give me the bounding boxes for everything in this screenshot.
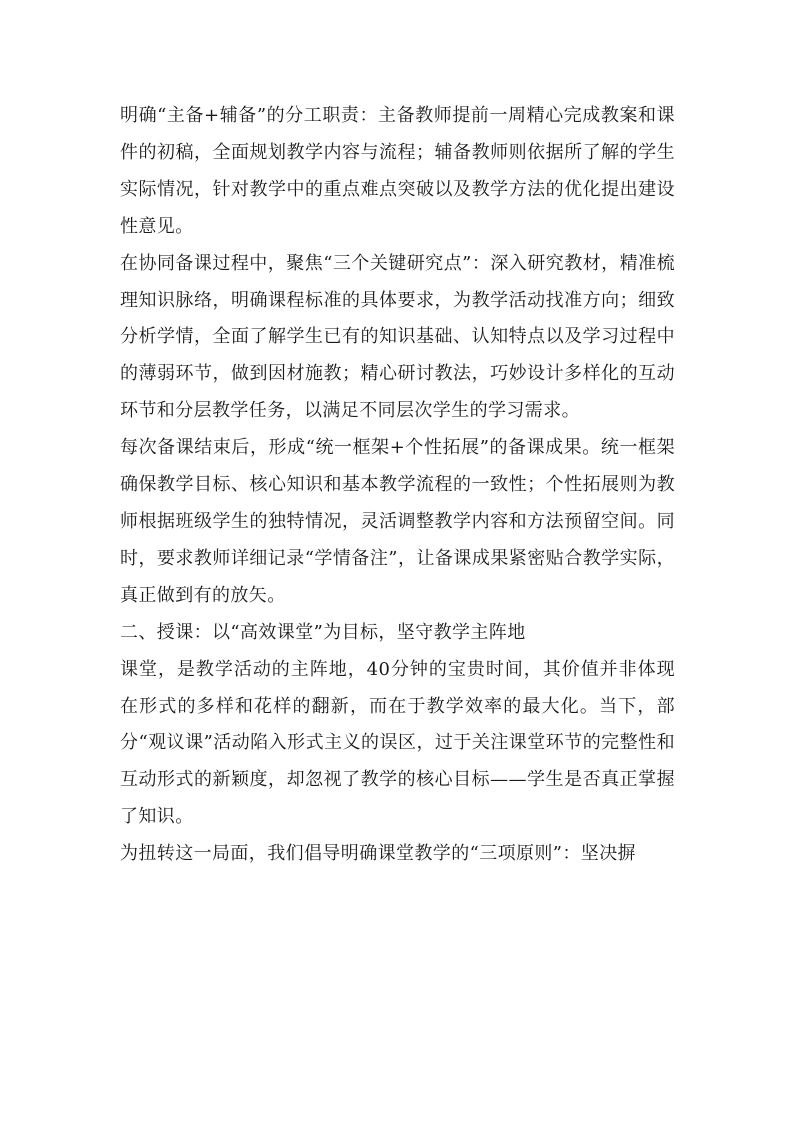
paragraph-classroom: 课堂，是教学活动的主阵地，40分钟的宝贵时间，其价值并非体现在形式的多样和花样的翻新，而在于教学效率的最大化。当下，部分“观议课”活动陷入形式主义的误区，过于关注课堂环节的完整性和互动形式的新颖度，却忽视了教学的核心目标——学生是否真正掌握了知识。 <box>120 658 675 828</box>
document-body <box>120 98 675 873</box>
paragraph-preparation-outcome: 每次备课结束后，形成“统一框架+个性拓展”的备课成果。统一框架确保教学目标、核心知识和基本教学流程的一致性；个性拓展则为教师根据班级学生的独特情况，灵活调整教学内容和方法预留空间。同时，要求教师详细记录“学情备注”，让备课成果紧密贴合教学实际，真正做到有的放矢。 <box>120 437 675 606</box>
paragraph-collaborative-preparation: 在协同备课过程中，聚焦“三个关键研究点”：深入研究教材，精准梳理知识脉络，明确课程标准的具体要求，为教学活动找准方向；细致分析学情，全面了解学生已有的知识基础、认知特点以及学习过程中的薄弱环节，做到因材施教；精心研讨教法，巧妙设计多样化的互动环节和分层教学任务，以满足不同层次学生的学习需求。 <box>120 252 675 422</box>
paragraph-three-principles: 为扭转这一局面，我们倡导明确课堂教学的“三项原则”：坚决摒 <box>120 843 637 865</box>
paragraph-division-of-duties: 明确“主备+辅备”的分工职责：主备教师提前一周精心完成教案和课件的初稿，全面规划教学内容与流程；辅备教师则依据所了解的学生实际情况，针对教学中的重点难点突破以及教学方法的优化提出建设性意见。 <box>120 105 675 237</box>
section-heading-teaching: 二、授课：以“高效课堂”为目标，坚守教学主阵地 <box>120 621 526 643</box>
